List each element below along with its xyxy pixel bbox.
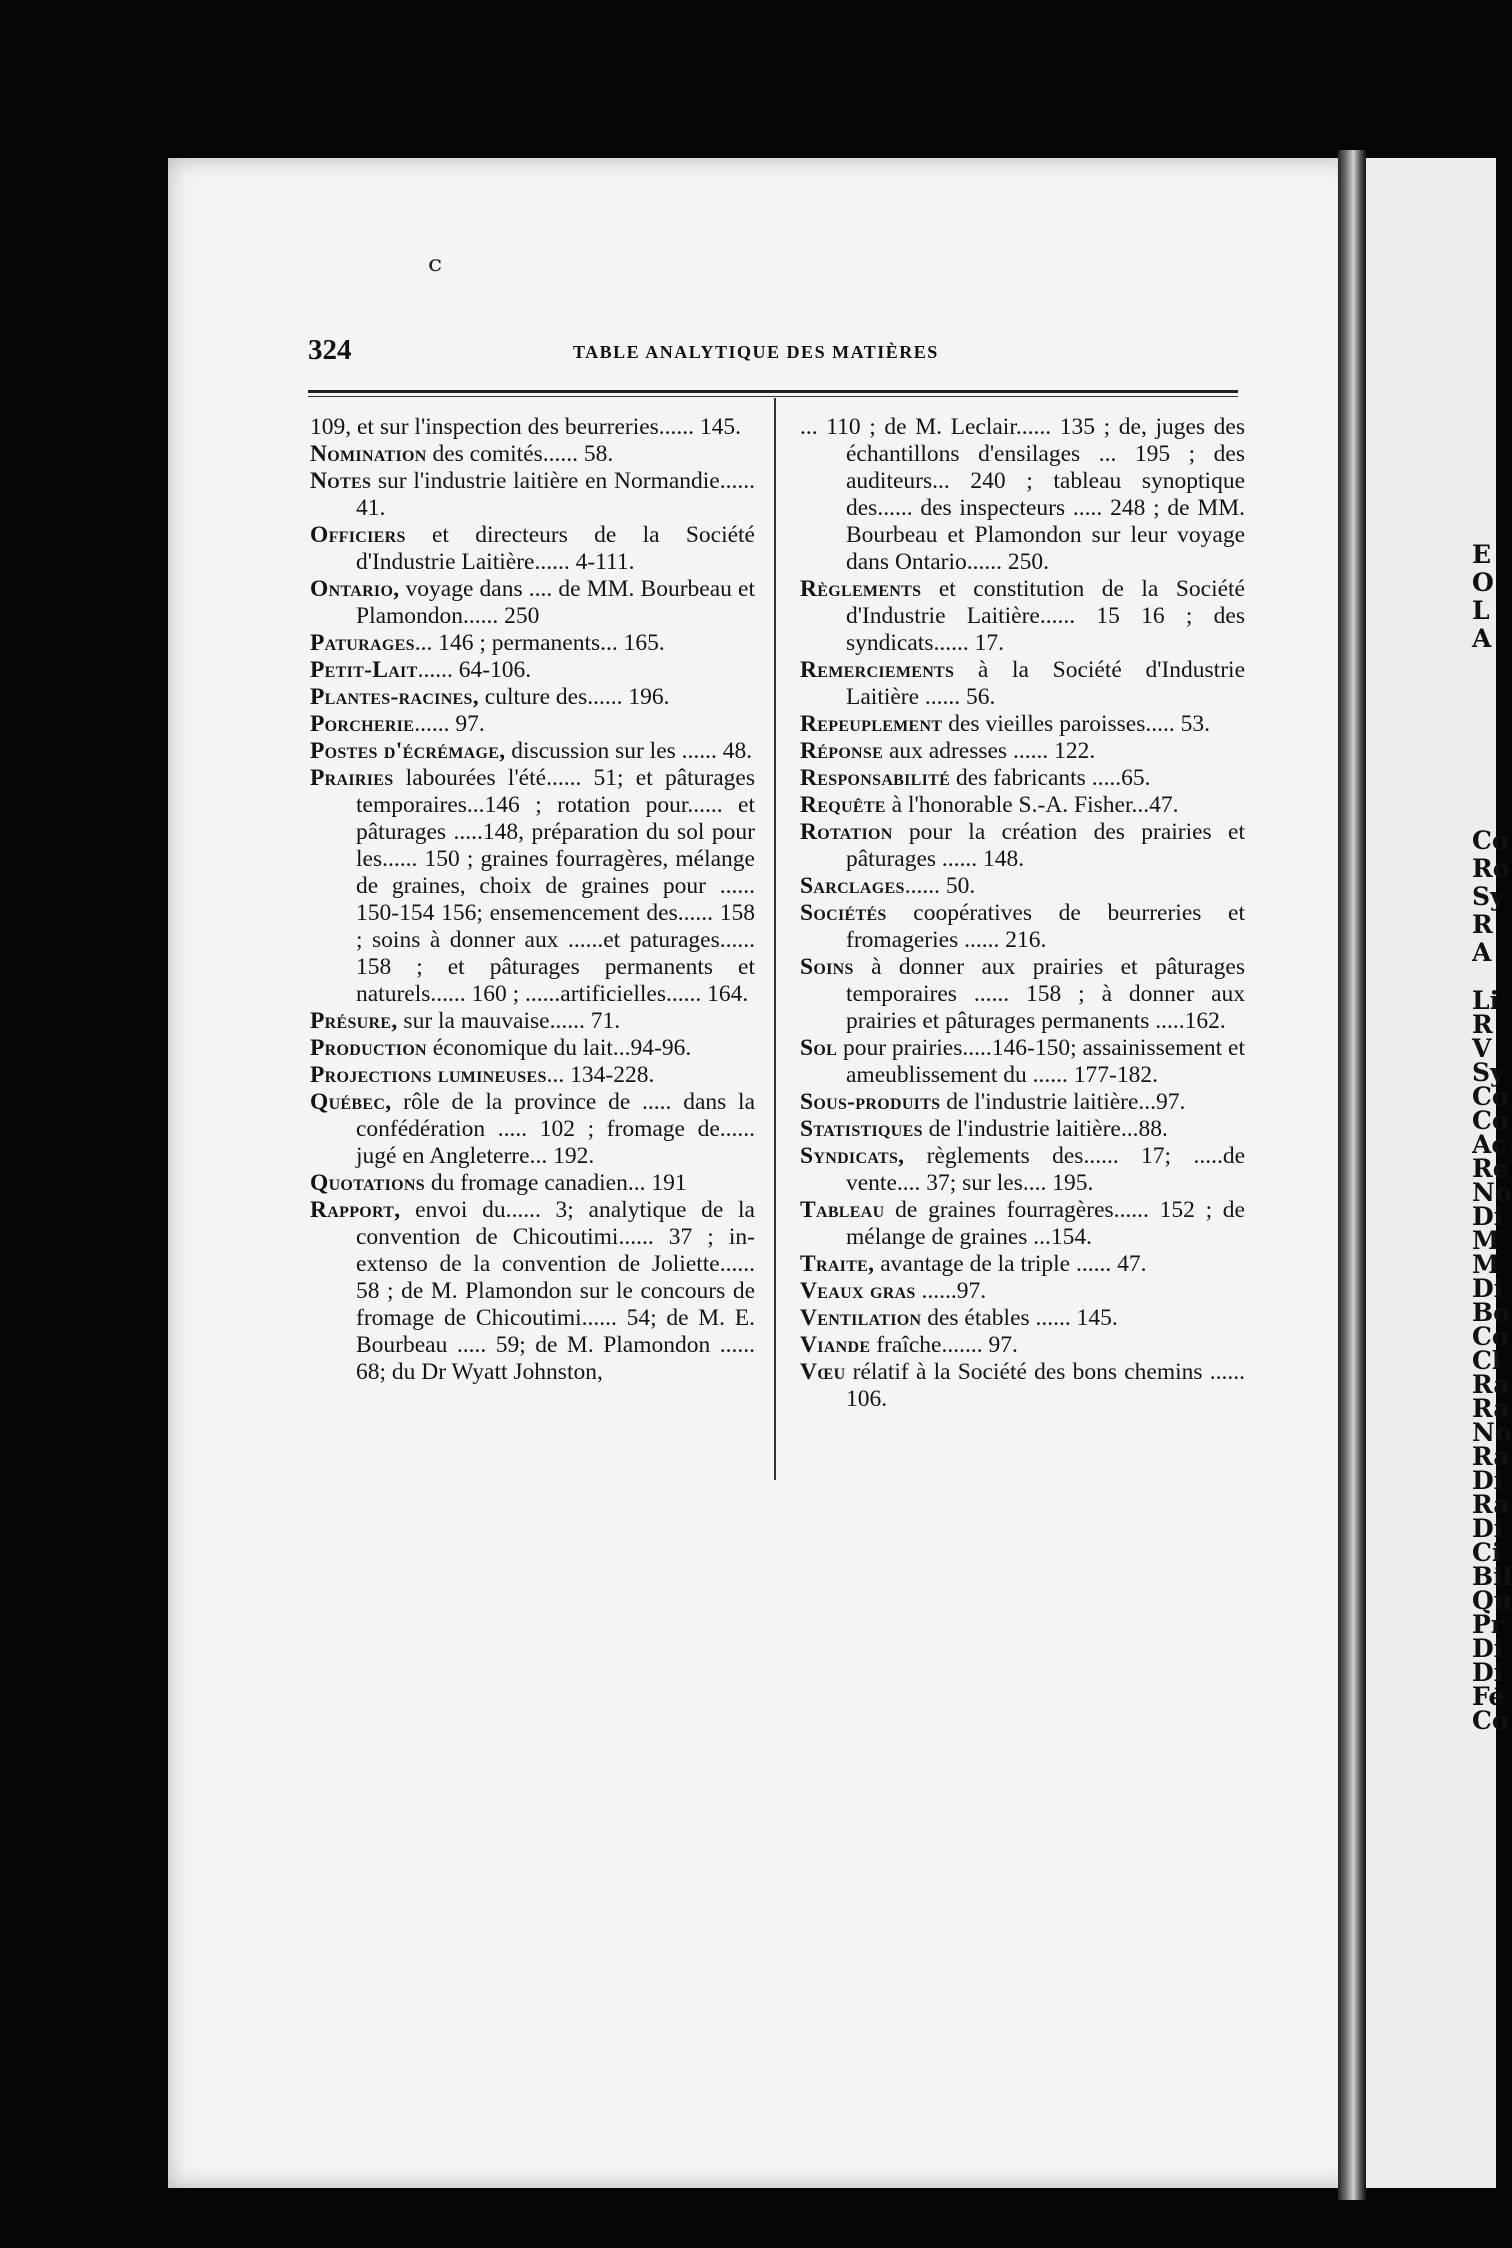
index-entry (800, 819, 1245, 873)
index-entry (800, 1359, 1245, 1413)
book-gutter (1338, 150, 1366, 2200)
index-text: coopératives de beurreries et fromageries ...... 216. (846, 900, 1245, 953)
index-keyword: Tableau (800, 1197, 885, 1223)
index-keyword: Ventilation (800, 1305, 922, 1331)
index-entry (800, 792, 1245, 819)
index-entry (800, 1116, 1245, 1143)
index-text: et constitution de la Société d'Industrie Laitière...... 15 16 ; des syndicats...... 17. (846, 576, 1245, 656)
index-entry (310, 576, 755, 630)
index-text: de l'industrie laitière...97. (940, 1089, 1186, 1115)
header-rule-thin (308, 396, 1238, 397)
index-keyword: Rapport, (310, 1197, 401, 1223)
adjacent-page-fragment: Sy (1472, 882, 1505, 911)
index-entry (310, 1197, 755, 1386)
index-text: ...... 64-106. (417, 657, 532, 683)
index-keyword: Quotations (310, 1170, 425, 1196)
index-text: ... 110 ; de M. Leclair...... 135 ; de, juges des échantillons d'ensilages ... 195 ; des auditeurs... 240 ; tableau synoptique des...... des inspecteurs ..... 248 ; de MM. Bourbeau et Plamondon sur leur voyage dans Ontario...... 250. (800, 414, 1245, 575)
index-entry (310, 630, 755, 657)
index-text: labourées l'été...... 51; et pâturages temporaires...146 ; rotation pour...... et pâturages .....148, préparation du sol pour les...... 150 ; graines fourragères, mélange de graines, choix de graines pour ...... 150-154 156; ensemencement des...... 158 ; soins à donner aux ......et paturages...... 158 ; et pâturages permanents et naturels...... 160 ; ......artificielles...... 164. (356, 765, 755, 1007)
adjacent-page-fragment: No (1472, 1178, 1512, 1207)
index-keyword: Règlements (800, 576, 922, 602)
adjacent-page-fragment: Di (1472, 1658, 1504, 1687)
index-entry (310, 711, 755, 738)
index-text: règlements des...... 17; .....de vente.... 37; sur les.... 195. (846, 1143, 1245, 1196)
index-text: ... 146 ; permanents... 165. (414, 630, 665, 656)
left-column (310, 414, 755, 1386)
adjacent-page-fragment: Bo (1472, 1298, 1510, 1327)
index-text: avantage de la triple ...... 47. (874, 1251, 1147, 1277)
index-entry (310, 1062, 755, 1089)
index-keyword: Plantes-racines, (310, 684, 479, 710)
index-keyword: Rotation (800, 819, 893, 845)
index-text: aux adresses ...... 122. (883, 738, 1096, 764)
index-keyword: Production (310, 1035, 427, 1061)
index-keyword: Ontario, (310, 576, 400, 602)
index-keyword: Paturages (310, 630, 415, 656)
index-entry (800, 1197, 1245, 1251)
index-keyword: Requête (800, 792, 886, 818)
index-keyword: Syndicats, (800, 1143, 905, 1169)
index-keyword: Remerciements (800, 657, 955, 683)
index-keyword: Projections lumineuses (310, 1062, 547, 1088)
index-entry (800, 1251, 1245, 1278)
index-keyword: Québec, (310, 1089, 392, 1115)
index-text: fraîche....... 97. (870, 1332, 1018, 1358)
adjacent-page-fragment: Qu (1472, 1586, 1512, 1615)
index-entry (310, 1089, 755, 1170)
adjacent-page-fragment: Ra (1472, 1394, 1510, 1423)
adjacent-page-fragment: Di (1472, 1274, 1504, 1303)
adjacent-page-fragment: Co (1472, 1706, 1509, 1735)
index-text: des vieilles paroisses..... 53. (942, 711, 1210, 737)
index-entry (800, 1332, 1245, 1359)
index-keyword: Viande (800, 1332, 871, 1358)
index-entry (310, 1035, 755, 1062)
index-keyword: Postes d'écrémage, (310, 738, 506, 764)
index-text: ... 134-228. (546, 1062, 655, 1088)
index-keyword: Nomination (310, 441, 427, 467)
page-number: 324 (308, 334, 352, 366)
index-entry (800, 765, 1245, 792)
page-header (308, 334, 1238, 374)
adjacent-page-fragment: O (1472, 568, 1494, 597)
index-keyword: Veaux gras (800, 1278, 916, 1304)
index-text: 109, et sur l'inspection des beurreries...... 145. (310, 414, 742, 440)
index-text: discussion sur les ...... 48. (505, 738, 753, 764)
index-text: pour prairies.....146-150; assainissement et ameublissement du ...... 177-182. (837, 1035, 1245, 1088)
index-entry (800, 738, 1245, 765)
adjacent-page-fragment: Pr (1472, 1610, 1504, 1639)
index-keyword: Traite, (800, 1251, 875, 1277)
index-text: ...... 97. (414, 711, 485, 737)
index-keyword: Sous-produits (800, 1089, 941, 1115)
running-title: TABLE ANALYTIQUE DES MATIÈRES (573, 342, 939, 362)
index-text: rôle de la province de ..... dans la confédération ..... 102 ; fromage de...... jugé en Angleterre... 192. (356, 1089, 755, 1169)
adjacent-page-fragment: Ra (1472, 1490, 1510, 1519)
adjacent-page-fragment: Di (1472, 1466, 1504, 1495)
index-text: économique du lait...94-96. (426, 1035, 692, 1061)
index-entry (800, 1035, 1245, 1089)
adjacent-page-fragment: Li (1472, 986, 1500, 1015)
index-entry (310, 1008, 755, 1035)
index-entry (800, 711, 1245, 738)
index-entry (800, 1305, 1245, 1332)
adjacent-page-fragment: Di (1472, 1634, 1504, 1663)
index-text: des comités...... 58. (426, 441, 614, 467)
index-text: voyage dans .... de MM. Bourbeau et Plamondon...... 250 (356, 576, 755, 629)
index-entry (310, 468, 755, 522)
column-divider (774, 398, 776, 1480)
index-keyword: Porcherie (310, 711, 415, 737)
index-text: ...... 50. (904, 873, 976, 899)
index-keyword: Réponse (800, 738, 884, 764)
adjacent-page-fragment: R (1472, 1010, 1493, 1039)
adjacent-page-fragment: R (1472, 910, 1493, 939)
index-text: rélatif à la Société des bons chemins ...... 106. (845, 1359, 1245, 1412)
pencil-mark: ᶜ (428, 248, 442, 294)
adjacent-page-fragment: Di (1472, 1202, 1504, 1231)
index-entry (310, 738, 755, 765)
index-keyword: Petit-Lait (310, 657, 418, 683)
index-keyword: Sol (800, 1035, 838, 1061)
index-entry (310, 684, 755, 711)
adjacent-page (1366, 158, 1512, 2188)
index-entry (800, 873, 1245, 900)
index-text: à donner aux prairies et pâturages temporaires ...... 158 ; à donner aux prairies et pâturages permanents .....162. (846, 954, 1245, 1034)
index-keyword: Prairies (310, 765, 394, 791)
adjacent-page-fragment: Sy (1472, 1058, 1505, 1087)
adjacent-page-fragment: A (1472, 938, 1492, 967)
index-keyword: Notes (310, 468, 372, 494)
index-entry (800, 1143, 1245, 1197)
index-keyword: Sarclages (800, 873, 905, 899)
index-entry (800, 954, 1245, 1035)
header-rule (308, 390, 1238, 393)
index-text: pour la création des prairies et pâturages ...... 148. (846, 819, 1245, 872)
index-entry (800, 900, 1245, 954)
adjacent-page-fragment: Ro (1472, 854, 1510, 883)
index-entry (310, 765, 755, 1008)
index-entry (800, 1278, 1245, 1305)
adjacent-page-fragment: Ci (1472, 1538, 1502, 1567)
index-entry (310, 1170, 755, 1197)
index-entry (310, 657, 755, 684)
index-keyword: Repeuplement (800, 711, 943, 737)
index-text: des étables ...... 145. (921, 1305, 1118, 1331)
adjacent-page-fragment: Bil (1472, 1562, 1512, 1591)
adjacent-page-fragment: Di (1472, 1514, 1504, 1543)
adjacent-page-fragment: Re (1472, 1154, 1509, 1183)
adjacent-page-fragment: M (1472, 1250, 1500, 1279)
index-keyword: Sociétés (800, 900, 887, 926)
index-text: et directeurs de la Société d'Industrie Laitière...... 4-111. (356, 522, 755, 575)
index-text: ......97. (915, 1278, 987, 1304)
index-entry (800, 576, 1245, 657)
adjacent-page-fragment: L (1472, 596, 1490, 625)
adjacent-page-fragment: No (1472, 1418, 1512, 1447)
adjacent-page-fragment: A (1472, 624, 1492, 653)
index-text: des fabricants .....65. (950, 765, 1151, 791)
index-keyword: Officiers (310, 522, 406, 548)
adjacent-page-fragment: Ra (1472, 1370, 1510, 1399)
index-text: sur la mauvaise...... 71. (397, 1008, 621, 1034)
adjacent-page-fragment: M (1472, 1226, 1500, 1255)
index-text: de graines fourragères...... 152 ; de mélange de graines ...154. (846, 1197, 1245, 1250)
adjacent-page-fragment: Fé (1472, 1682, 1505, 1711)
index-keyword: Vœu (800, 1359, 846, 1385)
index-text: envoi du...... 3; analytique de la convention de Chicoutimi...... 37 ; in-extenso de la convention de Joliette...... 58 ; de M. Plamondon sur le concours de fromage de Chicoutimi...... 54; de M. E. Bourbeau ..... 59; de M. Plamondon ...... 68; du Dr Wyatt Johnston, (356, 1197, 755, 1385)
index-text: à l'honorable S.-A. Fisher...47. (885, 792, 1179, 818)
adjacent-page-fragment: Co (1472, 1322, 1509, 1351)
index-entry (800, 414, 1245, 576)
right-column (800, 414, 1245, 1413)
index-entry (310, 414, 755, 441)
index-keyword: Soins (800, 954, 854, 980)
index-text: culture des...... 196. (478, 684, 670, 710)
adjacent-page-fragment: Co (1472, 1082, 1509, 1111)
adjacent-page-fragment: Co (1472, 826, 1509, 855)
index-text: à la Société d'Industrie Laitière ...... 56. (846, 657, 1245, 710)
index-text: de l'industrie laitière...88. (922, 1116, 1168, 1142)
adjacent-page-fragment: V (1472, 1034, 1492, 1063)
adjacent-page-fragment: E (1472, 540, 1492, 569)
adjacent-page-fragment: Cl (1472, 1346, 1502, 1375)
index-keyword: Responsabilité (800, 765, 951, 791)
index-keyword: Statistiques (800, 1116, 923, 1142)
index-text: sur l'industrie laitière en Normandie...... 41. (356, 468, 755, 521)
index-text: du fromage canadien... 191 (424, 1170, 687, 1196)
index-keyword: Présure, (310, 1008, 398, 1034)
index-entry (310, 441, 755, 468)
index-entry (800, 657, 1245, 711)
adjacent-page-fragment: Ra (1472, 1442, 1510, 1471)
index-entry (800, 1089, 1245, 1116)
adjacent-page-fragment: Co (1472, 1106, 1509, 1135)
adjacent-page-fragment: Ac (1472, 1130, 1507, 1159)
index-entry (310, 522, 755, 576)
